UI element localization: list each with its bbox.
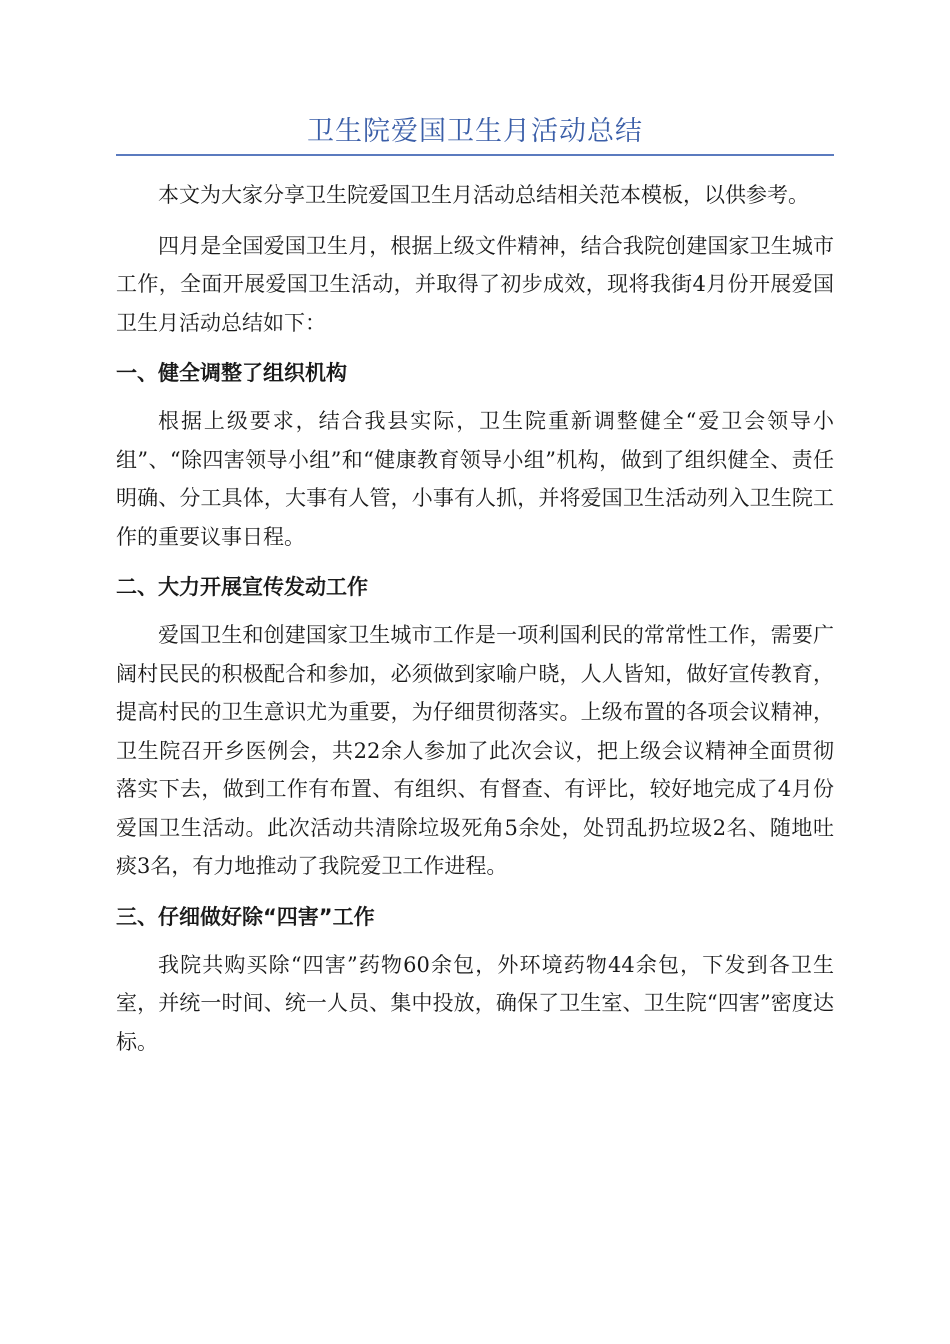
section-3 <box>116 898 834 1062</box>
opening-paragraph: 四月是全国爱国卫生月，根据上级文件精神，结合我院创建国家卫生城市工作，全面开展爱国卫生活动，并取得了初步成效，现将我街4月份开展爱国卫生月活动总结如下： <box>116 233 834 335</box>
section-paragraph: 我院共购买除“四害”药物60余包，外环境药物44余包，下发到各卫生室，并统一时间、统一人员、集中投放，确保了卫生室、卫生院“四害”密度达标。 <box>116 952 834 1054</box>
document-body <box>116 176 834 1073</box>
section-paragraph: 根据上级要求，结合我县实际，卫生院重新调整健全“爱卫会领导小组”、“除四害领导小组”和“健康教育领导小组”机构，做到了组织健全、责任明确、分工具体，大事有人管，小事有人抓，并将爱国卫生活动列入卫生院工作的重要议事日程。 <box>116 409 834 549</box>
section-heading: 三、仔细做好除“四害”工作 <box>116 904 375 929</box>
title-underline <box>116 154 834 156</box>
section-2 <box>116 568 834 886</box>
section-heading: 二、大力开展宣传发动工作 <box>116 575 368 599</box>
intro-paragraph: 本文为大家分享卫生院爱国卫生月活动总结相关范本模板，以供参考。 <box>158 183 809 207</box>
section-paragraph: 爱国卫生和创建国家卫生城市工作是一项利国利民的常常性工作，需要广阔村民民的积极配合和参加，必须做到家喻户晓，人人皆知，做好宣传教育，提高村民的卫生意识尤为重要，为仔细贯彻落实。上级布置的各项会议精神，卫生院召开乡医例会，共22余人参加了此次会议，把上级会议精神全面贯彻落实下去，做到工作有布置、有组织、有督查、有评比，较好地完成了4月份爱国卫生活动。此次活动共清除垃圾死角5余处，处罚乱扔垃圾2名、随地吐痰3名，有力地推动了我院爱卫工作进程。 <box>116 623 834 878</box>
section-heading: 一、健全调整了组织机构 <box>116 361 347 385</box>
section-1 <box>116 354 834 556</box>
document-title: 卫生院爱国卫生月活动总结 <box>307 116 643 147</box>
